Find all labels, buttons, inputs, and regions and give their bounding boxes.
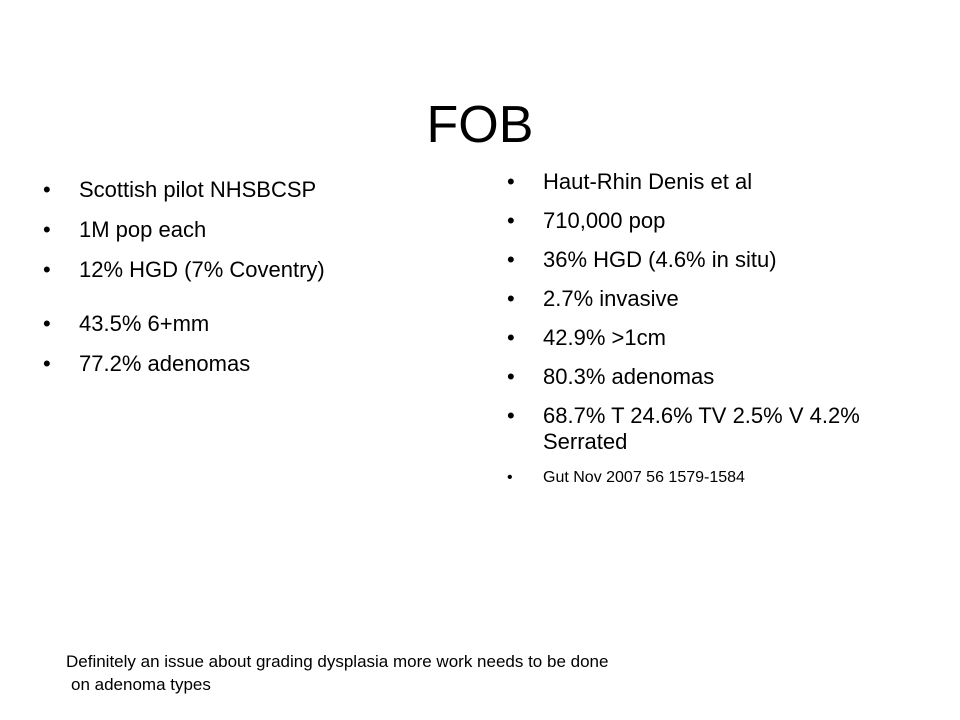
bullet-icon: • — [507, 325, 515, 350]
right-bullet-list — [507, 169, 927, 501]
bullet-text: 12% HGD (7% Coventry) — [79, 257, 325, 282]
bullet-icon: • — [507, 247, 515, 272]
bullet-text: 68.7% T 24.6% TV 2.5% V 4.2% Serrated — [543, 403, 860, 454]
bullet-text: 710,000 pop — [543, 208, 666, 233]
bullet-text: Scottish pilot NHSBCSP — [79, 177, 317, 202]
citation-text: Gut Nov 2007 56 1579-1584 — [543, 469, 745, 486]
bullet-text: 1M pop each — [79, 217, 207, 242]
bullet-icon: • — [43, 351, 51, 376]
left-bullet-list — [43, 177, 443, 391]
slide-title: FOB — [426, 96, 534, 154]
list-item — [43, 257, 443, 283]
bullet-icon: • — [507, 364, 515, 389]
bullet-icon: • — [507, 169, 515, 194]
bullet-icon: • — [507, 469, 513, 486]
list-item — [43, 351, 443, 377]
bullet-icon: • — [43, 311, 51, 336]
list-item — [507, 325, 927, 351]
bullet-text: 2.7% invasive — [543, 286, 679, 311]
list-item — [507, 208, 927, 234]
footnote-line: Definitely an issue about grading dysplasia more work needs to be done — [66, 652, 609, 671]
list-item — [507, 169, 927, 195]
bullet-icon: • — [507, 403, 515, 428]
bullet-text: 80.3% adenomas — [543, 364, 715, 389]
bullet-icon: • — [43, 177, 51, 202]
bullet-text: 36% HGD (4.6% in situ) — [543, 247, 777, 272]
citation-item — [507, 468, 927, 488]
list-item — [507, 247, 927, 273]
bullet-icon: • — [507, 286, 515, 311]
bullet-text: 77.2% adenomas — [79, 351, 251, 376]
bullet-text: 43.5% 6+mm — [79, 311, 210, 336]
list-item — [507, 286, 927, 312]
footnote — [66, 650, 886, 696]
list-item — [43, 177, 443, 203]
bullet-icon: • — [43, 217, 51, 242]
list-item — [43, 311, 443, 337]
bullet-text: 42.9% >1cm — [543, 325, 666, 350]
footnote-line: on adenoma types — [71, 675, 211, 694]
list-item — [507, 403, 927, 455]
bullet-icon: • — [43, 257, 51, 282]
list-item — [507, 364, 927, 390]
bullet-text: Haut-Rhin Denis et al — [543, 169, 753, 194]
list-item — [43, 217, 443, 243]
bullet-icon: • — [507, 208, 515, 233]
